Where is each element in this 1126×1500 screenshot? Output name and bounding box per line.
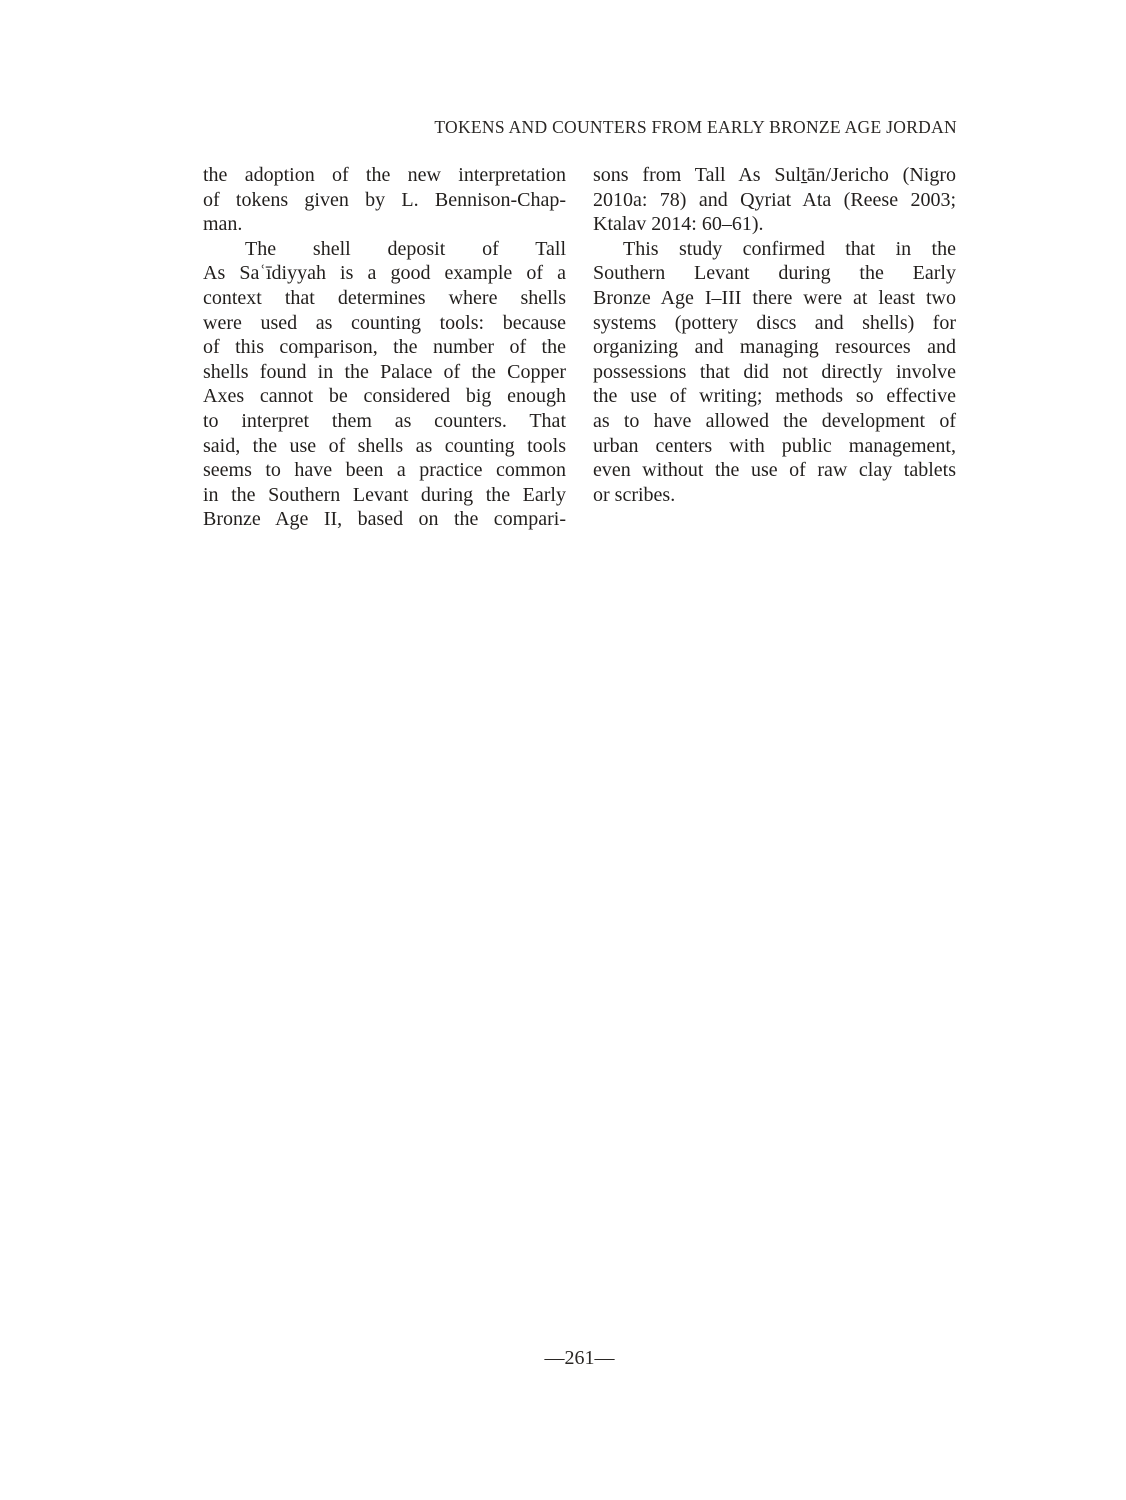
- text-line: 2010a: 78) and Qyriat Ata (Reese 2003;: [593, 188, 956, 211]
- text-line: as to have allowed the development of: [593, 409, 956, 432]
- text-line: sons from Tall As Sulṯān/Jericho (Nigro: [593, 164, 956, 186]
- running-header: TOKENS AND COUNTERS FROM EARLY BRONZE AGE JORDAN: [434, 117, 957, 137]
- text-line: Bronze Age I–III there were at least two: [593, 286, 956, 309]
- text-line: or scribes.: [593, 483, 676, 506]
- text-line: This study confirmed that in the: [623, 237, 956, 260]
- text-line: seems to have been a practice common: [203, 459, 566, 482]
- text-line: to interpret them as counters. That: [203, 409, 566, 432]
- text-line: The shell deposit of Tall: [245, 237, 566, 260]
- text-line: even without the use of raw clay tablets: [593, 459, 956, 482]
- text-line: the use of writing; methods so effective: [593, 385, 956, 408]
- text-line: Southern Levant during the Early: [593, 262, 956, 285]
- text-line: shells found in the Palace of the Copper: [203, 360, 566, 383]
- text-line: of tokens given by L. Bennison-Chap-: [203, 188, 566, 211]
- text-column-left: [203, 163, 566, 532]
- text-line: systems (pottery discs and shells) for: [593, 311, 956, 334]
- text-line: context that determines where shells: [203, 286, 566, 309]
- text-line: urban centers with public management,: [593, 434, 956, 457]
- text-line: were used as counting tools: because: [203, 311, 566, 334]
- text-line: Bronze Age II, based on the compari-: [203, 508, 566, 531]
- text-line: organizing and managing resources and: [593, 336, 956, 359]
- text-line: in the Southern Levant during the Early: [203, 483, 566, 506]
- text-line: Axes cannot be considered big enough: [203, 385, 566, 408]
- text-column-right: [593, 163, 956, 532]
- text-line: the adoption of the new interpretation: [203, 164, 566, 186]
- text-line: said, the use of shells as counting tools: [203, 434, 566, 457]
- text-line: As Saʿīdiyyah is a good example of a: [203, 262, 566, 285]
- text-line: of this comparison, the number of the: [203, 336, 566, 359]
- page-number: —261—: [544, 1347, 615, 1369]
- text-line: man.: [203, 213, 243, 236]
- text-line: possessions that did not directly involve: [593, 360, 956, 383]
- text-line: Ktalav 2014: 60–61).: [593, 213, 764, 236]
- text-body: [203, 163, 956, 532]
